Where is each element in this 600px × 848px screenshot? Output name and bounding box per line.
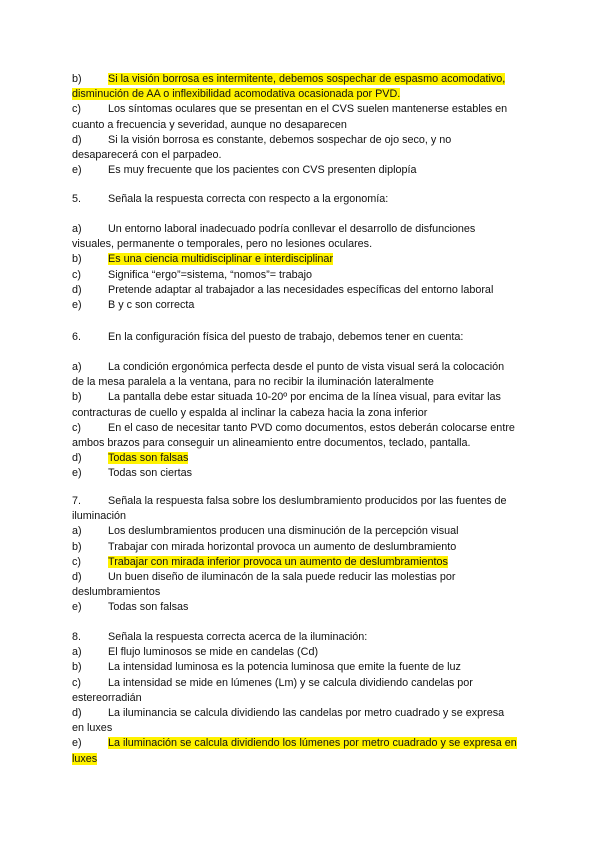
option-text: Trabajar con mirada horizontal provoca un aumento de deslumbramiento (108, 540, 457, 553)
option-6d (72, 451, 532, 466)
option-text: Un entorno laboral inadecuado podría conllevar el desarrollo de disfunciones (108, 223, 476, 235)
option-text: La iluminancia se calcula dividiendo las candelas por metro cuadrado y se expresa (108, 706, 505, 719)
option-4e (72, 163, 532, 178)
option-text: Los síntomas oculares que se presentan en el CVS suelen mantenerse estables en (108, 103, 508, 116)
option-8b (72, 660, 532, 675)
option-text: La intensidad luminosa es la potencia luminosa que emite la fuente de luz (108, 661, 461, 674)
option-text: La iluminación se calcula dividiendo los lúmenes por metro cuadrado y se expresa en (108, 737, 517, 750)
question-8 (72, 630, 532, 767)
question-number: 6. (72, 331, 82, 343)
option-8e (72, 736, 532, 751)
option-text: Todas son falsas (108, 601, 189, 614)
option-label: c) (72, 421, 81, 434)
option-7c (72, 555, 532, 570)
option-label: b) (72, 661, 82, 674)
option-text: Todas son ciertas (108, 467, 193, 480)
option-5c (72, 268, 532, 283)
option-text: B y c son correcta (108, 298, 195, 311)
question-6 (72, 330, 532, 345)
option-label: e) (72, 164, 82, 177)
question-4-options (72, 72, 532, 178)
option-6b (72, 390, 532, 405)
option-text: Pretende adaptar al trabajador a las necesidades específicas del entorno laboral (108, 283, 494, 296)
option-4b (72, 72, 532, 87)
question-text-cont: iluminación (72, 510, 127, 523)
option-label: a) (72, 525, 82, 538)
option-label: c) (72, 268, 81, 281)
question-text: Señala la respuesta correcta con respecto a la ergonomía: (108, 193, 389, 205)
option-text-cont: estereorradián (72, 691, 142, 704)
option-label: d) (72, 283, 82, 296)
question-stem (72, 494, 532, 509)
question-7 (72, 494, 532, 616)
option-label: e) (72, 737, 82, 750)
option-label: c) (72, 103, 81, 116)
option-text-cont: cuanto a frecuencia y severidad, aunque no desaparecen (72, 118, 347, 131)
option-8d (72, 706, 532, 721)
option-text-cont: en luxes (72, 722, 113, 735)
option-7d (72, 570, 532, 585)
option-label: d) (72, 452, 82, 465)
question-text: En la configuración física del puesto de trabajo, debemos tener en cuenta: (108, 331, 464, 343)
question-text: Señala la respuesta falsa sobre los deslumbramiento producidos por las fuentes de (108, 495, 507, 507)
option-text: El flujo luminosos se mide en candelas (Cd) (108, 646, 319, 659)
option-label: a) (72, 646, 82, 659)
option-text: Significa “ergo”=sistema, “nomos”= trabajo (108, 268, 313, 281)
option-text-cont: luxes (72, 752, 98, 765)
option-6e (72, 466, 532, 481)
option-6c (72, 421, 532, 436)
option-label: e) (72, 601, 82, 614)
option-label: b) (72, 540, 82, 553)
question-text: Señala la respuesta correcta acerca de la iluminación: (108, 631, 368, 643)
option-text: Es muy frecuente que los pacientes con CVS presenten diplopía (108, 164, 417, 177)
option-text: Todas son falsas (108, 452, 189, 465)
option-label: e) (72, 298, 82, 311)
option-text: La intensidad se mide en lúmenes (Lm) y se calcula dividiendo candelas por (108, 676, 473, 689)
option-text-cont: visuales, permanente o temporales, pero no lesiones oculares. (72, 238, 373, 251)
option-text: Es una ciencia multidisciplinar e interdisciplinar (108, 253, 334, 266)
option-label: a) (72, 361, 82, 373)
option-5a (72, 222, 532, 237)
option-5e (72, 298, 532, 313)
option-label: d) (72, 706, 82, 719)
question-5-options (72, 222, 532, 313)
option-label: c) (72, 555, 81, 568)
option-text: La pantalla debe estar situada 10-20º por encima de la línea visual, para evitar las (108, 391, 501, 404)
question-number: 8. (72, 631, 82, 643)
option-8c (72, 676, 532, 691)
option-label: b) (72, 391, 82, 404)
option-label: d) (72, 570, 82, 583)
option-text: Si la visión borrosa es constante, debemos sospechar de ojo seco, y no (108, 133, 452, 146)
question-number: 7. (72, 495, 82, 507)
option-4d (72, 133, 532, 148)
option-6a (72, 360, 532, 375)
question-stem (72, 192, 532, 207)
option-text: Si la visión borrosa es intermitente, debemos sospechar de espasmo acomodativo, (108, 73, 506, 85)
option-label: c) (72, 676, 81, 689)
option-label: d) (72, 133, 82, 146)
question-5 (72, 192, 532, 207)
option-4c (72, 102, 532, 117)
option-text-cont: ambos brazos para conseguir un alineamiento entre documentos, teclado, pantalla. (72, 436, 471, 449)
option-text-cont: desaparecerá con el parpadeo. (72, 148, 222, 161)
question-stem (72, 330, 532, 345)
option-7e (72, 600, 532, 615)
option-7b (72, 540, 532, 555)
question-6-options (72, 360, 532, 482)
option-text: Un buen diseño de iluminacón de la sala puede reducir las molestias por (108, 570, 456, 583)
option-label: b) (72, 253, 82, 266)
option-text-cont: contracturas de cuello y espalda al inclinar la cabeza hacia la zona inferior (72, 406, 428, 419)
option-5d (72, 283, 532, 298)
option-8a (72, 645, 532, 660)
option-text: En el caso de necesitar tanto PVD como documentos, estos deberán colocarse entre (108, 421, 515, 434)
option-text: Trabajar con mirada inferior provoca un aumento de deslumbramientos (108, 555, 448, 568)
option-label: e) (72, 467, 82, 480)
option-text-cont: disminución de AA o inflexibilidad acomodativa ocasionada por PVD. (72, 88, 401, 101)
option-label: a) (72, 223, 82, 235)
option-text-cont: deslumbramientos (72, 586, 161, 599)
option-label: b) (72, 73, 82, 85)
question-stem (72, 630, 532, 645)
question-number: 5. (72, 193, 82, 205)
option-text: Los deslumbramientos producen una disminución de la percepción visual (108, 525, 459, 538)
option-text-cont: de la mesa paralela a la ventana, para no recibir la iluminación lateralmente (72, 376, 434, 389)
option-5b (72, 252, 532, 267)
option-text: La condición ergonómica perfecta desde el punto de vista visual será la colocación (108, 361, 505, 373)
option-7a (72, 524, 532, 539)
